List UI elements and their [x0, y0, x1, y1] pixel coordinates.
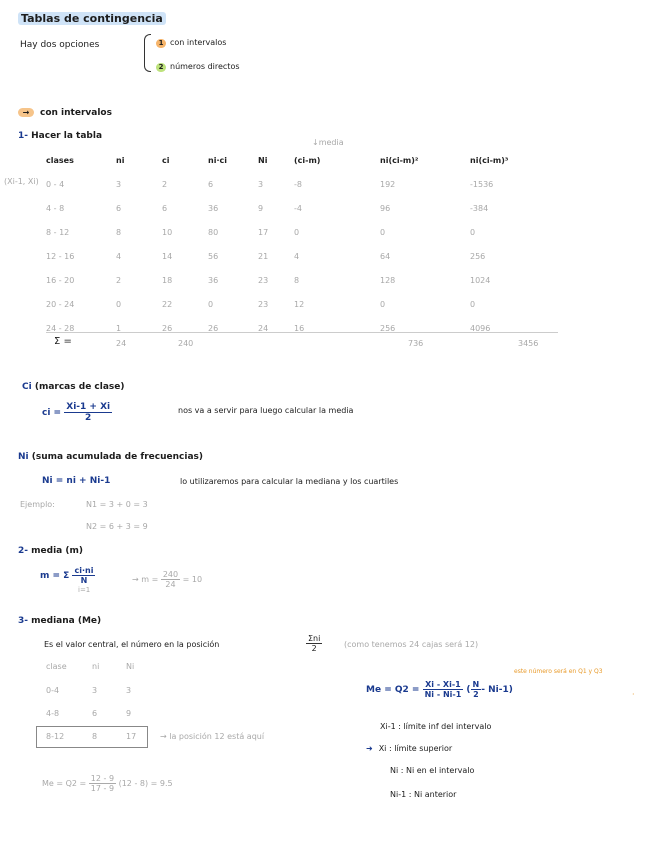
table-cell: 0: [470, 227, 476, 237]
table-cell: 23: [258, 275, 269, 285]
media-result-den: 24: [165, 580, 176, 589]
media-sub: i=1: [78, 586, 91, 594]
table-cell: 0: [294, 227, 300, 237]
table-cell: 2: [162, 179, 168, 189]
sum-symbol: Σ =: [54, 336, 72, 347]
me-num: Xi - Xi-1: [423, 680, 464, 690]
step-2: [18, 546, 83, 556]
me-formula: [366, 680, 513, 699]
table-cell: 256: [470, 251, 486, 261]
media-num: ci·ni: [74, 566, 94, 575]
mini-header-cell: ni: [92, 662, 100, 671]
media-lhs: m = Σ: [40, 571, 70, 581]
table-cell: 0: [116, 299, 122, 309]
table-cell: 24 - 28: [46, 323, 75, 333]
mini-cell: 3: [126, 686, 132, 695]
table-row: [46, 316, 540, 340]
step-3-num: 3-: [18, 616, 28, 626]
me-lhs: Me = Q2 =: [366, 685, 420, 695]
table-cell: 2: [116, 275, 122, 285]
legend-3: [390, 766, 474, 775]
table-row: [46, 172, 540, 196]
position-den: 2: [311, 644, 317, 653]
Ni-title: (suma acumulada de frecuencias): [31, 452, 203, 462]
mini-header-cell: Ni: [126, 662, 135, 671]
ci-label: Ci: [22, 382, 32, 392]
table-header-cell: clases: [46, 155, 74, 165]
legend-arrow-icon: ➜: [366, 744, 373, 753]
table-row: [46, 244, 540, 268]
mini-cell: 8: [92, 732, 98, 741]
sum-nici: 240: [178, 339, 194, 348]
me-fraction: [423, 680, 464, 699]
example-2: N2 = 6 + 3 = 9: [86, 522, 148, 531]
me-inner-num: N: [472, 680, 480, 689]
table-cell: 0 - 4: [46, 179, 65, 189]
table-header-cell: ni(ci-m)²: [380, 155, 419, 165]
step-2-title: media (m): [31, 546, 83, 556]
frequency-table: [46, 148, 540, 340]
table-cell: 4 - 8: [46, 203, 65, 213]
sum-sq: 736: [408, 339, 424, 348]
me-tail: - Ni-1): [481, 685, 513, 695]
table-header-row: [46, 148, 540, 172]
media-result: [132, 570, 202, 589]
example-fraction: [89, 774, 116, 793]
me-paren: (: [466, 685, 471, 695]
section-intervals-title: con intervalos: [40, 108, 112, 118]
legend-1-text: Xi-1 : límite inf del intervalo: [380, 722, 492, 731]
example-lhs: Me = Q2 =: [42, 779, 87, 788]
table-cell: 24: [258, 323, 269, 333]
me-note: este número será en Q1 y Q3: [514, 668, 603, 675]
table-cell: 0: [470, 299, 476, 309]
table-cell: 18: [162, 275, 173, 285]
option-2: [156, 62, 240, 72]
ci-title: (marcas de clase): [34, 382, 125, 392]
media-result-value: = 10: [182, 575, 203, 584]
option-1-badge: 1: [156, 39, 166, 48]
mini-cell: 17: [126, 732, 137, 741]
brace: [144, 34, 151, 72]
table-cell: 23: [258, 299, 269, 309]
highlight-box: [36, 726, 148, 748]
legend-3-text: Ni : Ni en el intervalo: [390, 766, 475, 775]
table-cell: 6: [116, 203, 122, 213]
ci-num: Xi-1 + Xi: [66, 402, 111, 412]
media-result-fraction: [161, 570, 180, 589]
sum-ni: 24: [116, 339, 127, 348]
table-cell: 4: [294, 251, 300, 261]
me-inner-fraction: [471, 680, 482, 699]
ci-heading: [22, 382, 125, 392]
position-fraction: [306, 634, 322, 653]
ci-formula: [42, 402, 112, 423]
mediana-example: [42, 774, 173, 793]
sum-divider: [46, 332, 558, 333]
table-cell: 4096: [470, 323, 491, 333]
table-cell: 26: [162, 323, 173, 333]
legend-2: [366, 744, 453, 753]
mediana-position: [306, 634, 322, 653]
table-header-cell: ni: [116, 155, 125, 165]
page-title: [18, 12, 166, 25]
table-cell: 1024: [470, 275, 491, 285]
table-cell: 8 - 12: [46, 227, 70, 237]
table-cell: 8: [294, 275, 300, 285]
table-cell: 21: [258, 251, 269, 261]
table-cell: 14: [162, 251, 173, 261]
media-den: N: [80, 576, 88, 585]
mini-header-cell: clase: [46, 662, 67, 671]
table-cell: 26: [208, 323, 219, 333]
row-prefix: (Xi-1, Xi): [4, 177, 39, 186]
table-cell: 22: [162, 299, 173, 309]
me-den: Ni - Ni-1: [424, 690, 462, 699]
table-cell: 56: [208, 251, 219, 261]
table-cell: 12: [294, 299, 305, 309]
option-1: [156, 38, 226, 48]
table-cell: 0: [380, 227, 386, 237]
table-row: [46, 268, 540, 292]
example-label: Ejemplo:: [20, 500, 55, 509]
mediana-aside: (como tenemos 24 cajas será 12): [344, 640, 479, 649]
table-header-cell: ni(ci-m)³: [470, 155, 509, 165]
table-cell: -1536: [470, 179, 494, 189]
table-cell: 17: [258, 227, 269, 237]
table-cell: 128: [380, 275, 396, 285]
table-cell: 20 - 24: [46, 299, 75, 309]
example-num: 12 - 9: [90, 774, 115, 783]
table-cell: 6: [208, 179, 214, 189]
table-cell: 0: [380, 299, 386, 309]
table-cell: 64: [380, 251, 391, 261]
page-title-text: Tablas de contingencia: [18, 12, 166, 25]
media-result-num: 240: [162, 570, 179, 579]
table-cell: 80: [208, 227, 219, 237]
table-row: [46, 220, 540, 244]
table-cell: -8: [294, 179, 302, 189]
Ni-note: lo utilizaremos para calcular la mediana y los cuartiles: [180, 477, 399, 486]
table-cell: 16 - 20: [46, 275, 75, 285]
table-cell: 96: [380, 203, 391, 213]
ci-den: 2: [85, 413, 92, 423]
ci-fraction: [64, 402, 112, 423]
table-cell: 36: [208, 203, 219, 213]
section-intervals: [18, 108, 112, 118]
step-3-title: mediana (Me): [31, 616, 102, 626]
option-2-badge: 2: [156, 63, 166, 72]
position-num: Σni: [308, 634, 321, 643]
table-header-cell: ni·ci: [208, 155, 227, 165]
example-rest: (12 - 8) = 9.5: [118, 779, 173, 788]
table-cell: 192: [380, 179, 396, 189]
table-header-cell: Ni: [258, 155, 268, 165]
boxed-note: → la posición 12 está aquí: [160, 732, 265, 741]
table-cell: 8: [116, 227, 122, 237]
table-cell: 3: [258, 179, 264, 189]
legend-4: [390, 790, 456, 799]
step-1-title: Hacer la tabla: [31, 131, 103, 141]
step-1-num: 1-: [18, 131, 28, 141]
table-cell: 4: [116, 251, 122, 261]
sum-cube: 3456: [518, 339, 539, 348]
mini-cell: 6: [92, 709, 98, 718]
option-2-label: números directos: [170, 62, 240, 71]
mini-cell: 4-8: [46, 709, 60, 718]
table-cell: 9: [258, 203, 264, 213]
table-header-cell: ci: [162, 155, 170, 165]
example-den: 17 - 9: [90, 784, 115, 793]
media-result-lhs: → m =: [132, 575, 159, 584]
table-header-cell: (ci-m): [294, 155, 321, 165]
media-note: ↓media: [312, 138, 344, 147]
option-1-label: con intervalos: [170, 38, 227, 47]
table-cell: 0: [208, 299, 214, 309]
table-cell: 6: [162, 203, 168, 213]
mini-cell: 9: [126, 709, 132, 718]
table-cell: 10: [162, 227, 173, 237]
mini-cell: 8-12: [46, 732, 65, 741]
ci-lhs: ci =: [42, 408, 62, 418]
me-inner-den: 2: [473, 690, 479, 699]
legend-2-text: Xi : límite superior: [378, 744, 453, 753]
legend-4-text: Ni-1 : Ni anterior: [390, 790, 457, 799]
legend-1: [380, 722, 491, 731]
table-row: [46, 196, 540, 220]
mini-cell: 0-4: [46, 686, 60, 695]
arrow-icon: →: [18, 108, 34, 117]
Ni-label: Ni: [18, 452, 29, 462]
intro-text: Hay dos opciones: [20, 40, 100, 50]
table-cell: 1: [116, 323, 122, 333]
table-cell: -384: [470, 203, 489, 213]
media-formula: [40, 566, 95, 585]
step-2-num: 2-: [18, 546, 28, 556]
table-cell: 16: [294, 323, 305, 333]
table-cell: 36: [208, 275, 219, 285]
table-cell: 3: [116, 179, 122, 189]
Ni-heading: [18, 452, 203, 462]
step-1: [18, 131, 102, 141]
Ni-formula: Ni = ni + Ni-1: [42, 476, 111, 486]
media-fraction: [72, 566, 95, 585]
example-1: N1 = 3 + 0 = 3: [86, 500, 148, 509]
ci-note: nos va a servir para luego calcular la media: [178, 406, 354, 415]
mini-cell: 3: [92, 686, 98, 695]
orange-dot: ·: [632, 690, 635, 699]
step-3: [18, 616, 101, 626]
table-cell: -4: [294, 203, 302, 213]
table-cell: 12 - 16: [46, 251, 75, 261]
mediana-desc: Es el valor central, el número en la posición: [44, 640, 220, 649]
table-cell: 256: [380, 323, 396, 333]
table-row: [46, 292, 540, 316]
